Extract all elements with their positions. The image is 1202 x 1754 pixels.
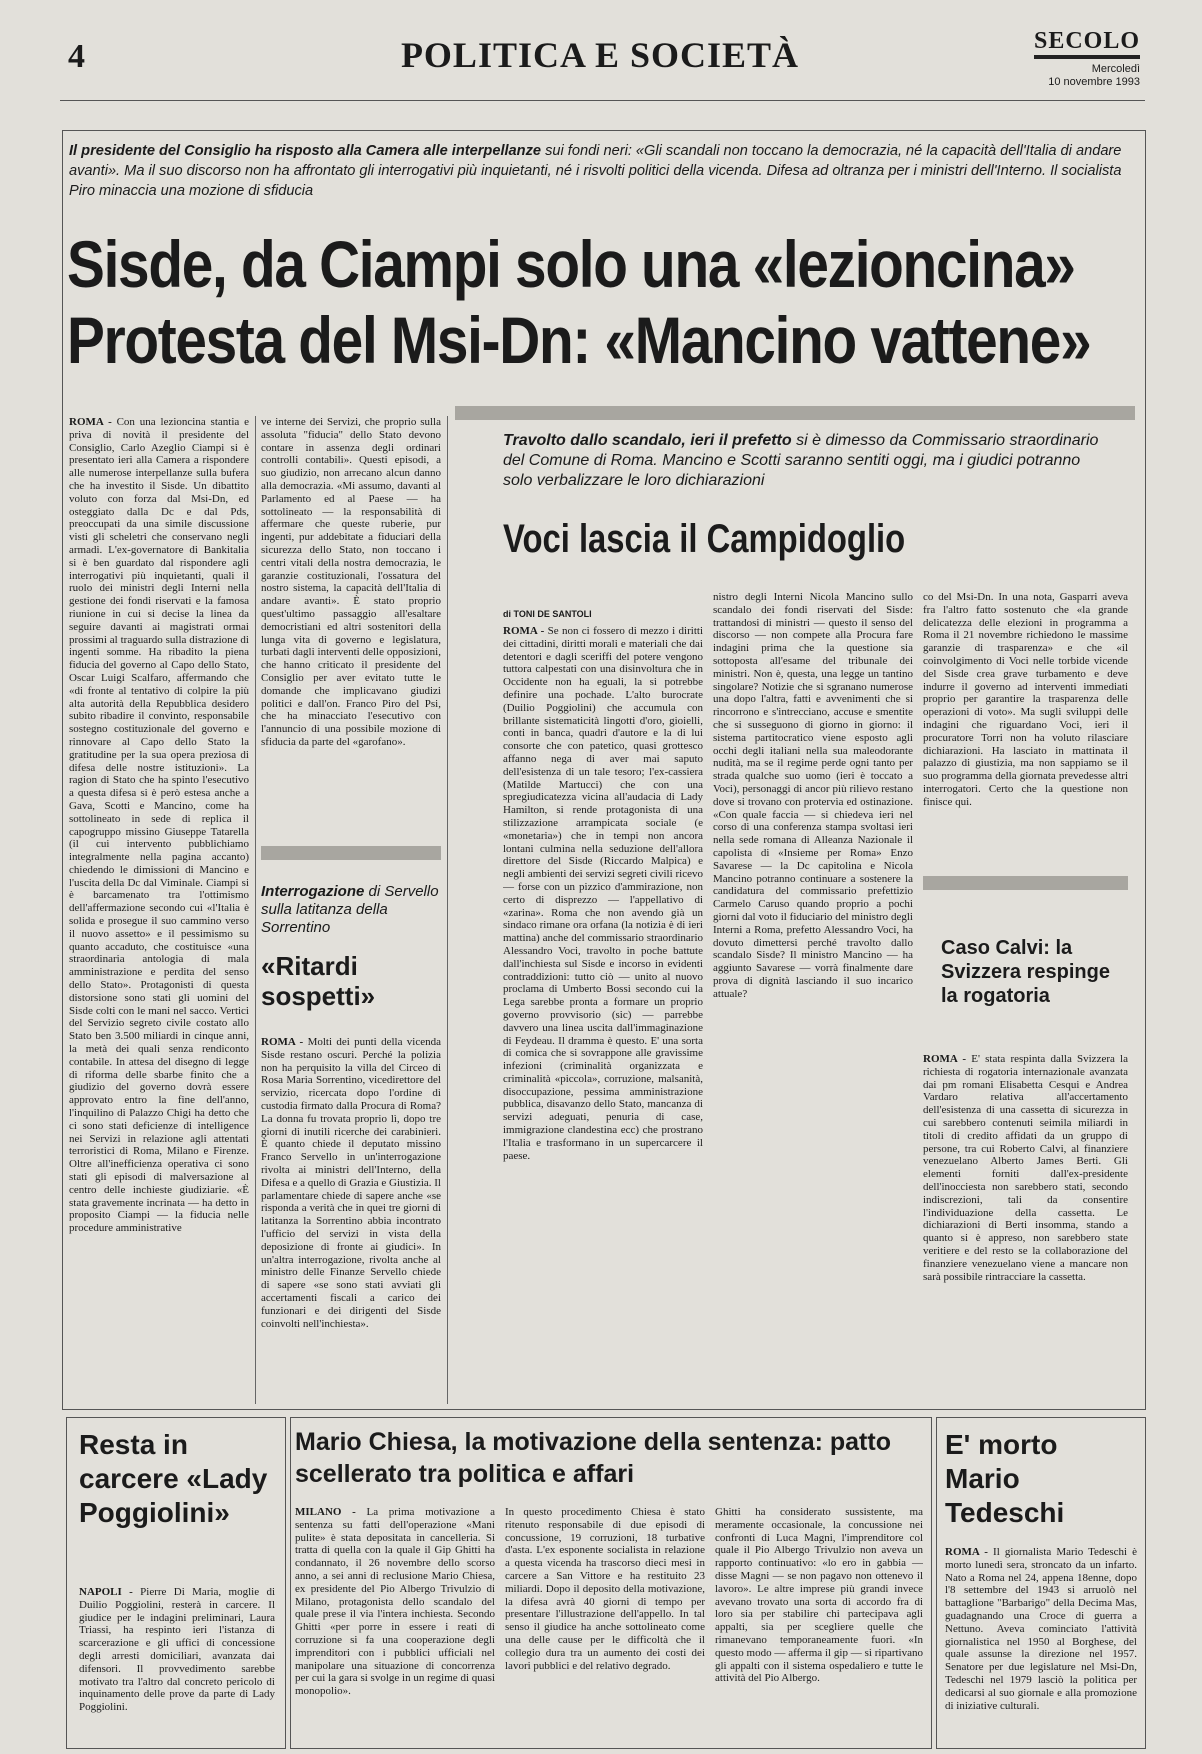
newspaper-logo [1034,28,1140,89]
main-column-2-text: ve interne dei Servizi, che proprio sulla assoluta "fiducia" dello Stato devono contare in assenza degli ordinari controlli contabili». Questi episodi, a suo giudizio, non arrecano alcun danno alla democrazia. «Mi assumo, davanti al Parlamento ed al Paese — ha sottolineato — la responsabilità di affermare che queste ruberie, pur ingenti, pur addebitate a fiduciari della sicurezza dello Stato, non toccano i centri vitali della nostra democrazia, le garanzie costituzionali, l'ossatura del nostro sistema, la capacità dell'Italia di andare avanti». È stato proprio quest'ultimo passaggio all'esaltare democristiani ed altri sostenitori della lunga vita di governo e legislatura, turbati dagli interventi delle opposizioni, che hanno criticato il presidente del Consiglio per aver evitato tutte le domande che implicavano giudizi politici e dall'on. Franco Piro del Psi, che ha minacciato l'esecutivo con l'annuncio di una possibile mozione di sfiducia da parte del «garofano». [261,416,441,748]
tedeschi-article-box [936,1417,1146,1749]
voci-kicker-rest: si è dimesso da Commissario straordinario del Comune di Roma. Mancino e Scotti saranno sentiti oggi, ma i giudici potranno solo verbalizzare le loro dichiarazioni [503,432,1099,489]
voci-column-3 [923,591,1128,851]
chiesa-column-3 [715,1506,923,1744]
main-column-2 [261,416,441,816]
main-column-1 [69,416,249,1404]
header-rule [60,100,1145,101]
resta-body-text: Pierre Di Maria, moglie di Duilio Poggiolini, resterà in carcere. Il giudice per le indagini preliminari, Laura Triassi, ha respinto ieri l'istanza di scarcerazione e gli uffici di concessione degli arresti domiciliari, avanzata dai difensori. Il provvedimento sarebbe motivato tra l'altro dal concreto pericolo di inquinamento delle prove da parte di Lady Poggiolini. [79,1586,275,1714]
servello-kicker-lead: Interrogazione [261,883,365,900]
voci-headline: Voci lascia il Campidoglio [503,517,906,561]
chiesa-dateline: MILANO - [295,1506,367,1518]
voci-byline: di TONI DE SANTOLI [503,609,592,619]
column-divider [255,416,256,1404]
resta-article-box [66,1417,286,1749]
main-headline-line2: Protesta del Msi-Dn: «Mancino vattene» [67,303,1091,377]
main-headline-line1: Sisde, da Ciampi solo una «lezioncina» [67,227,1075,301]
servello-body-text: Molti dei punti della vicenda Sisde restano oscuri. Perché la polizia non ha perquisito la villa del Circeo di Rosa Maria Sorrentino, vicedirettore del servizio, ricercata dopo l'ordine di custodia firmato dalla Procura di Roma? La donna fu trovata proprio lì, dopo tre giorni di inutili ricerche dei carabinieri. È quanto chiede il deputato missino Franco Servello in un'interrogazione rivolta ai ministri dell'Interno, della Difesa e a quello di Grazia e Giustizia. Il parlamentare chiede di sapere anche «se risponda a verità che in quei tre giorni di latitanza la Sorrentino abbia incontrato l'ufficio del servizi in vista della deposizione di fronte ai giudici». In un'altra interrogazione, rivolta anche al ministro delle Finanze Servello chiede di sapere «se sono stati avviati gli accertamenti fiscali a carico dei funzionari e dei dirigenti del Sisde coinvolti nell'inchiesta». [261,1036,441,1330]
separator-bar [455,406,1135,420]
chiesa-column-2 [505,1506,705,1744]
voci-column-2-text: nistro degli Interni Nicola Mancino sullo scandalo dei fondi riservati del Sisde: trattandosi di ministri — questo il senso del discorso — non compete alla Procura fare indagini prima che la questione sia sottoposta all'esame del tribunale dei ministri. Non è, questa, una legge un tantino singolare? Notizie che si sgranano numerose una dopo l'altra, fatti e avvenimenti che si rincorrono e s'intrecciano, accuse e smentite che si susseguono di giorno in giorno: il sistema partitocratico viene esposto agli occhi degli italiani nella sua maleodorante nudità, ma se il regime perde ogni tanto per strada qualche suo uomo (ieri è toccato a Voci), personaggi di ancor più rilievo restano dove si trovano con protervia ed ostinazione. «Con quale faccia — si chiedeva ieri nel corso di una conferenza stampa svoltasi ieri nella sede romana di Alleanza Nazionale il capolista di «Insieme per Roma» Enzo Savarese — la Dc capitolina e Nicola Mancino potranno continuare a sostenere la candidatura del commissario prefettizio Carmelo Caruso quando proprio a pochi giorni dal voto il fiduciario del ministro degli Interni a Roma, prefetto Alessandro Voci, ha dovuto dimettersi perché travolto dallo scandalo Sisde? Il ministro Mancino — ha aggiunto Savarese — vorrà finalmente dare prova di dignità lasciando il suo incarico attuale? [713,591,913,1000]
resta-body [79,1586,275,1744]
calvi-body-text: E' stata respinta dalla Svizzera la richiesta di rogatoria internazionale avanzata dai pm romani Elisabetta Cesqui e Andrea Vardaro relativa all'accertamento dell'esistenza di una cassetta di sicurezza in cui sarebbero contenuti seimila miliardi in titoli di credito affidati da un gruppo di persone, tra cui Roberto Calvi, al finanziere venezuelano Alberto James Berti. Gli elementi forniti dall'ex-presidente dell'inocciesta non sarebbero stati, secondo indiscrezioni, tali da consentire l'individuazione della cassetta. Le dichiarazioni di Berti insomma, stando a quanto si è appreso, non sarebbero state veritiere e del resto se la collaborazione del finanziere venezuelano viene a mancare non sarà possibile rintracciare la cassetta. [923,1053,1128,1283]
servello-dateline: ROMA - [261,1036,308,1048]
resta-dateline: NAPOLI - [79,1586,141,1598]
page-header [60,20,1140,100]
resta-headline: Resta in carcere «Lady Poggiolini» [79,1429,268,1528]
servello-body [261,1036,441,1404]
voci-kicker-lead: Travolto dallo scandalo, ieri il prefetto [503,432,792,449]
servello-headline: «Ritardi sospetti» [261,951,376,1011]
chiesa-column-2-text: In questo procedimento Chiesa è stato ritenuto responsabile di due episodi di concussione, 19 corruzioni, 18 turbative d'asta. L'ex esponente socialista in relazione a questa vicenda ha trascorso dieci mesi in carcere a San Vittore e ha restituito 23 miliardi. Dopo il deposito della motivazione, la difesa avrà 40 giorni di tempo per presentare l'illustrazione dell'appello. In tal senso il giudice ha anche sottolineato come una delle cause per le difficoltà che il collegio dura tra un aumento dei costi dei lavori pubblici e del relativo degrado. [505,1506,705,1672]
column-divider [447,416,448,1404]
voci-column-3-text: co del Msi-Dn. In una nota, Gasparri aveva fra l'altro fatto sostenuto che «la grande delicatezza delle elezioni in programma a Roma il 21 novembre richiedono le massime garanzie di trasparenza» e che «il coinvolgimento di Voci nelle torbide vicende del Sisde crea grave turbamento e deve indurre il governo ad interventi immediati proprio per garantire la trasparenza delle operazioni di voto». Ma sugli sviluppi delle indagini che riguardano Voci, ieri il procuratore Torri non ha voluto rilasciare dichiarazioni. Ha lasciato in mattinata il palazzo di giustizia, ma non sappiamo se il suo programma della giornata prevedesse altri interrogatori. Certo che la questione non finisce qui. [923,591,1128,808]
voci-dateline: ROMA - [503,625,548,637]
separator-bar [923,876,1128,890]
logo-name: SECOLO [1034,28,1140,59]
main-headline [67,226,1091,378]
voci-kicker [503,431,1103,491]
page-number: 4 [68,38,85,75]
calvi-dateline: ROMA - [923,1053,972,1065]
servello-kicker-rest: di Servello sulla latitanza della Sorrentino [261,883,439,936]
issue-date [1034,63,1140,89]
chiesa-article-box [290,1417,932,1749]
calvi-body [923,1053,1128,1404]
section-title: POLITICA E SOCIETÀ [400,35,800,75]
voci-column-2 [713,591,913,1404]
issue-weekday: Mercoledì [1091,63,1140,75]
main-kicker-lead: Il presidente del Consiglio ha risposto alla Camera alle interpellanze [69,143,542,159]
chiesa-column-3-text: Ghitti ha considerato sussistente, ma meramente occasionale, la concussione nei confronti di Luca Magni, l'imprenditore col quale il Pio Albergo Trivulzio non aveva un rapporto continuativo: «lo ero in gabbia — disse Magni — se non pagavo non ottenevo il lavoro». Le altre imprese più grandi invece avevano trovato una sorta di accordo fra di loro sia per stabilire chi partecipava agli appalti, sia per scegliere quelle che rimanevano temporaneamente fuori. «In questo modo — afferma il gip — si ripartivano gli appalti con il sistema ospedaliero e tutte le attività del Pio Albergo. [715,1506,923,1685]
tedeschi-body [945,1546,1137,1744]
issue-day: 10 novembre 1993 [1048,76,1140,88]
tedeschi-headline: E' morto Mario Tedeschi [945,1429,1065,1528]
main-column-1-text: Con una lezioncina stantia e priva di novità il presidente del Consiglio, Carlo Azeglio Ciampi si è presentato ieri alla Camera a rispondere alle numerose interpellanze sulla bufera che ha investito il Sisde. Un dibattito voluto con forza dal Msi-Dn, ed osteggiato dalla Dc e dal Pds, preoccupati da una simile discussione visti gli scheletri che conservano negli armadi. L'ex-governatore di Bankitalia si è ben guardato dal rispondere agli interrogativi più inquietanti, quali il ruolo dei ministri degli Interni nella gestione dei fondi riservati e la famosa riunione in cui si decise la linea da seguire davanti ai magistrati ormai prossimi al traguardo sulla distrazione di ingenti somme. Ha ribadito la piena fiducia del governo al Capo dello Stato, Oscar Luigi Scalfaro, affermando che «di fronte al tentativo di colpire la più alta autorità della Repubblica desidero subito ribadire il convinto, responsabile sostegno costituzionale del governo e rinnovare al Capo dello Stato la gratitudine per la sua opera preziosa di difesa delle nostre istituzioni». La ragion di Stato che ha spinto l'esecutivo a questa difesa si è però estesa anche a Gava, Scotti e Mancino, come ha sottolineato in sede di replica il capogruppo missino Giuseppe Tatarella (il cui intervento pubblichiamo integralmente nella pagina accanto) chiedendo le dimissioni di Mancino e l'uscita della Dc dal Viminale. Ciampi si è barcamenato tra l'ottimismo dell'affermazione secondo cui «l'Italia è solida e prosegue il suo cammino verso il nuovo assetto» e il pessimismo su quanto accaduto, che costituisce «una straordinaria antologia di mala amministrazione e perdita del senso dello Stato». Protagonisti di questa distorsione sono stati gli uomini del Sisde colti con le mani nel sacco. Vertici del Servizio segreto civile costato allo Stato ben 3.500 miliardi in cinque anni, la metà dei quali senza rendiconto contabile. In attesa del disegno di legge di riforma delle sbarbe finito che a giudizio del governo dovrà essere approvato entro la fine dell'anno, l'inquilino di Palazzo Chigi ha detto che ci sono stati deficienze di intelligence nei Servizi in relazione agli attentati terroristici di Roma, Milano e Firenze. Oltre all'inefficienza operativa ci sono stati gli episodi di malversazione al centro delle inchieste giudiziarie. «È stata gravemente incrinata — ha detto in proposito Ciampi — la fiducia nelle procedure amministrative [69,416,249,1235]
voci-column-1-text: Se non ci fossero di mezzo i diritti dei cittadini, diritti morali e materiali che dai detentori e dagli sceriffi del potere vengono tuttora calpestati con una disinvoltura che in Occidente non ha eguali, la si potrebbe definire una pochade. L'alto burocrate (Duilio Poggiolini) che accumula con brillante sistematicità lingotti d'oro, gioielli, conti in banca, quadri d'autore e la di lui consorte che con patetico, quasi grottesco affanno nega di aver mai saputo dell'esistenza di un tale tesoro; l'ex-cassiera (Matilde Martucci) che con una spregiudicatezza vicina all'audacia di Lady Hamilton, si rende protagonista di una stilizzazione arrampicata sociale (e «monetaria») che in tempi non ancora lontani culmina nella seduzione dell'allora direttore del Sisde (Riccardo Malpica) e negli ambienti dei servizi segreti civili ricevo — forse con un pizzico d'ammirazione, non certo di disprezzo — l'appellativo di «zarina». Roma che non avendo già un sindaco rimane ora orfana (la notizia è di ieri mattina) anche del commissario straordinario Alessandro Voci, travolto in poche battute dall'inchiesta sul Sisde e incorso in evidenti contraddizioni: tutto ciò — unito al nuovo proclama di Umberto Bossi secondo cui la Lega sarebbe pronta a formare un proprio governo provvisorio (sic) — parrebbe davvero una linea uscita dall'immaginazione di Feydeau. Il dramma è questo. E' una sorta di comica che si sovrappone alle gravissime infezioni (criminalità organizzata e criminalità «piccola», corruzione, malsanità, disoccupazione, pessima amministrazione pubblica, disavanzo dello Stato, mancanza di servizi adeguati, penuria di case, immigrazione clandestina ecc) che prostrano l'Italia e trasformano in un supercarcere il paese. [503,625,703,1162]
chiesa-column-1-text: La prima motivazione a sentenza su fatti dell'operazione «Mani pulite» è stata depositata in cancelleria. Si tratta di quella con la quale il Gip Ghitti ha condannato, il 26 novembre dello scorso anno, a sei anni di reclusione Mario Chiesa, ex presidente del Pio Albergo Trivulzio di Milano, protagonista dello scandalo del quale prese il via l'intera inchiesta. Secondo Ghitti «per porre in essere i reati di corruzione si fa una cooperazione degli imprenditori con i pubblici ufficiali nel manipolare una situazione di concorrenza per cui la gara si svolge in un regime di quasi monopolio». [295,1506,495,1698]
tedeschi-dateline: ROMA - [945,1546,994,1558]
main-kicker [69,141,1129,201]
main-dateline: ROMA - [69,416,117,428]
voci-column-1 [503,625,703,1404]
chiesa-column-1 [295,1506,495,1744]
separator-bar [261,846,441,860]
calvi-headline: Caso Calvi: la Svizzera respinge la rogatoria [941,937,1110,1007]
tedeschi-body-text: Il giornalista Mario Tedeschi è morto lunedì sera, stroncato da un infarto. Nato a Roma nel 24, appena 18enne, dopo l'8 settembre del 1943 si arruolò nel battaglione "Barbarigo" della Decima Mas, guadagnando una Croce di guerra a Nettuno. Aveva cominciato l'attività giornalistica nel 1950 al Borghese, del quale assunse la direzione nel 1957. Senatore per due legislature nel Msi-Dn, Tedeschi nel 1979 lasciò la politica per dedicarsi al suo giornale e alla promozione di iniziative culturali. [945,1546,1137,1712]
main-article-box [62,130,1146,1410]
main-kicker-rest: sui fondi neri: «Gli scandali non toccano la democrazia, né la capacità dell'Italia di andare avanti». Ma il suo discorso non ha affrontato gli interrogativi più inquietanti, né i risvolti politici della vicenda. Difesa ad oltranza per i ministri dell'Interno. Il socialista Piro minaccia una mozione di sfiducia [69,143,1122,199]
servello-kicker [261,883,441,937]
chiesa-headline: Mario Chiesa, la motivazione della sentenza: patto scellerato tra politica e affari [295,1428,891,1488]
